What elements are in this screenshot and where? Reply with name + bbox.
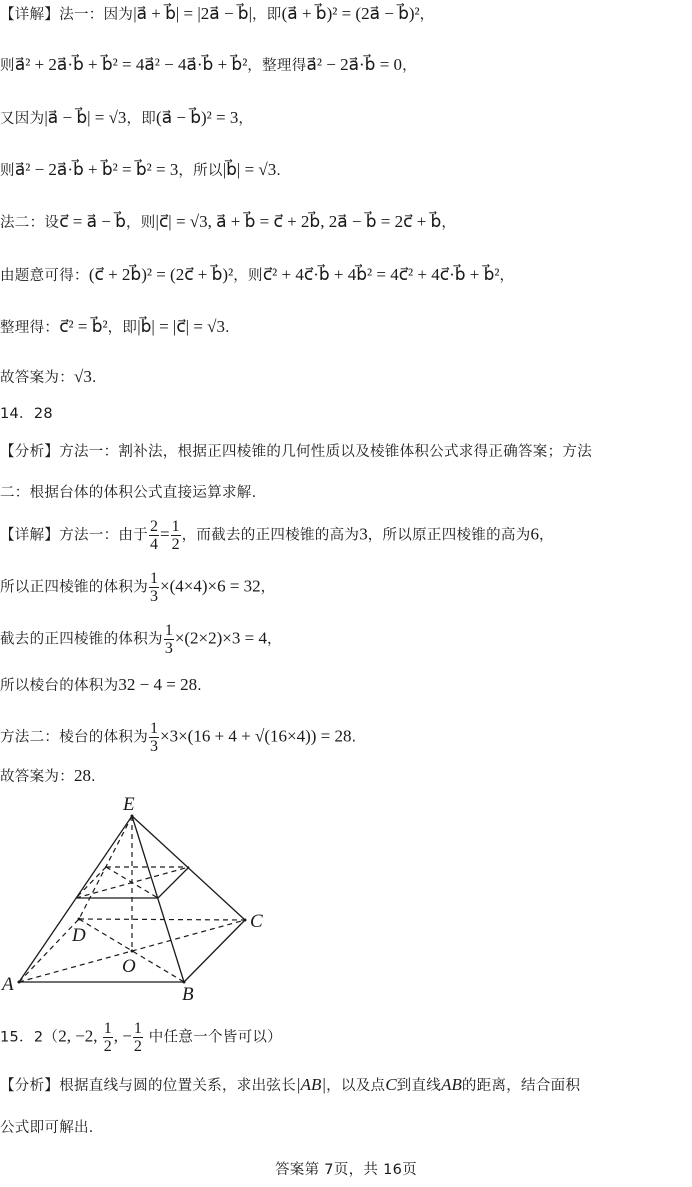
analysis-15-line-1	[0, 1075, 580, 1096]
question-15-header	[0, 1020, 282, 1055]
formula: |b⃗| = √3	[222, 160, 277, 179]
analysis-14-line-2	[0, 482, 257, 503]
text: ，所以原正四棱锥的高为	[367, 527, 531, 544]
fraction	[171, 518, 181, 553]
fraction	[164, 622, 174, 657]
analysis-15-line-2	[0, 1117, 94, 1138]
text: 法二：设	[0, 215, 60, 231]
denominator: 3	[150, 588, 158, 605]
text: 所以棱台的体积为	[0, 678, 119, 694]
denominator: 3	[150, 738, 158, 755]
text: ，	[238, 111, 254, 127]
volume-frustum-line	[0, 675, 202, 696]
frustum-pyramid-diagram	[0, 790, 280, 1010]
text: .	[91, 769, 96, 785]
solution-line-5	[0, 212, 456, 233]
text: 整理得：	[0, 320, 60, 336]
formula: ×3×(16 + 4 + √(16×4)) = 28	[160, 726, 352, 746]
formula: |b⃗| = |c⃗| = √3	[137, 317, 225, 336]
value: 3	[359, 524, 368, 544]
formula: √3	[74, 367, 92, 386]
formula: ×(2×2)×3 = 4	[174, 628, 267, 648]
fraction	[149, 720, 159, 755]
text: ，整理得	[247, 58, 307, 74]
question-14-header	[0, 403, 53, 424]
text: 【详解】法一：因为	[0, 7, 134, 23]
numerator: 2	[150, 518, 158, 535]
label-D: D	[72, 925, 86, 946]
text: ，即	[252, 7, 282, 23]
text: ，以及点	[326, 1078, 386, 1094]
text: ，即	[107, 320, 138, 336]
value: 28	[74, 766, 91, 785]
edge-EA	[19, 816, 132, 982]
answer-line-13	[0, 367, 97, 388]
text: ，则	[125, 215, 156, 231]
text: .	[351, 729, 357, 746]
text: 二：根据台体的体积公式直接运算求解.	[0, 485, 257, 501]
text: 则	[0, 163, 15, 179]
text: 截去的正四棱锥的体积为	[0, 631, 163, 648]
text: 则	[0, 58, 15, 74]
formula: |AB|	[296, 1075, 327, 1094]
text: ，	[260, 579, 276, 596]
text: ，	[419, 7, 435, 23]
edge-EB	[132, 816, 184, 982]
text: 到直线	[396, 1078, 442, 1094]
text: ，所以	[178, 163, 223, 179]
text: .	[91, 370, 97, 386]
formula: 32 − 4 = 28	[118, 675, 198, 694]
solution-line-7	[0, 317, 230, 338]
text: ，	[441, 215, 457, 231]
text: .	[197, 678, 203, 694]
text: ，	[402, 58, 417, 74]
answer-line-14	[0, 766, 96, 787]
text: 方法二：棱台的体积为	[0, 729, 148, 746]
text: ，	[539, 527, 554, 544]
solution-line-6	[0, 265, 514, 286]
solution-line-3	[0, 108, 253, 129]
volume-cut-line	[0, 622, 282, 657]
separator: , −	[113, 1026, 132, 1046]
text: 的距离，结合面积	[461, 1078, 581, 1094]
line-label: AB	[441, 1075, 462, 1094]
formula: a⃗² + 2a⃗·b⃗ + b⃗² = 4a⃗² − 4a⃗·b⃗ + b⃗²	[14, 55, 248, 74]
numerator: 1	[103, 1020, 112, 1037]
method-2-line	[0, 720, 356, 755]
text: ，则	[233, 268, 263, 284]
formula: 2, −2,	[58, 1026, 102, 1046]
question-number: 14．28	[0, 406, 53, 422]
formula: c⃗² + 4c⃗·b⃗ + 4b⃗² = 4c⃗² + 4c⃗·b⃗ + b⃗²	[262, 265, 500, 284]
edge-DC	[79, 919, 245, 920]
label-A: A	[2, 974, 14, 995]
text: 故答案为：	[0, 769, 74, 785]
text: .	[276, 163, 282, 179]
formula: a⃗² − 2a⃗·b⃗ = 0	[306, 55, 403, 74]
text: 【分析】方法一：割补法，根据正四棱锥的几何性质以及棱锥体积公式求得正确答案；方法	[0, 444, 592, 460]
formula: c⃗ = a⃗ − b⃗	[59, 212, 126, 231]
formula: ×(4×4)×6 = 32	[160, 576, 261, 596]
point-label: C	[385, 1075, 397, 1094]
text: 中任意一个皆可以）	[143, 1029, 282, 1046]
analysis-14-line-1	[0, 441, 592, 462]
text: .	[225, 320, 230, 336]
label-O: O	[122, 956, 136, 977]
text: 公式即可解出.	[0, 1120, 94, 1136]
fraction	[133, 1020, 143, 1055]
text: 所以正四棱锥的体积为	[0, 579, 148, 596]
label-C: C	[250, 911, 263, 932]
edge-BC	[184, 920, 245, 982]
formula: (c⃗ + 2b⃗)² = (2c⃗ + b⃗)²	[88, 265, 234, 284]
solution-line-4	[0, 160, 281, 181]
text: ，即	[126, 111, 157, 127]
text: ，	[266, 631, 282, 648]
solution-line-2	[0, 55, 417, 76]
denominator: 2	[171, 536, 180, 553]
label-B: B	[182, 984, 194, 1005]
denominator: 2	[133, 1038, 142, 1055]
formula: (a⃗ + b⃗)² = (2a⃗ − b⃗)²	[281, 4, 420, 23]
equals: =	[160, 524, 170, 544]
text: 由题意可得：	[0, 268, 89, 284]
formula: |a⃗ − b⃗| = √3	[44, 108, 127, 127]
text: ，而截去的正四棱锥的高为	[181, 527, 360, 544]
numerator: 1	[133, 1020, 142, 1037]
edge-AD	[19, 919, 79, 982]
denominator: 3	[164, 640, 173, 657]
formula: |a⃗ + b⃗| = |2a⃗ − b⃗|	[133, 4, 252, 23]
section-left-edge	[76, 867, 106, 898]
question-number: 15．2（	[0, 1029, 59, 1046]
page-footer: 答案第 7页，共 16页	[275, 1162, 417, 1178]
fraction	[149, 570, 159, 605]
text: 【详解】方法一：由于	[0, 527, 148, 544]
denominator: 2	[103, 1038, 112, 1055]
text: 故答案为：	[0, 370, 74, 386]
formula: |c⃗| = √3, a⃗ + b⃗ = c⃗ + 2b⃗, 2a⃗ − b⃗ = 2c⃗ + b⃗	[155, 212, 442, 231]
fraction	[103, 1020, 113, 1055]
label-E: E	[123, 794, 135, 815]
volume-big-line	[0, 570, 275, 605]
text: 又因为	[0, 111, 45, 127]
numerator: 1	[164, 622, 173, 639]
denominator: 4	[150, 536, 158, 553]
text: ，	[499, 268, 515, 284]
value: 6	[530, 524, 540, 544]
numerator: 1	[150, 720, 158, 737]
numerator: 1	[150, 570, 158, 587]
formula: a⃗² − 2a⃗·b⃗ + b⃗² = b⃗² = 3	[14, 160, 179, 179]
numerator: 1	[171, 518, 180, 535]
text: 【分析】根据直线与圆的位置关系，求出弦长	[0, 1078, 296, 1094]
formula: (a⃗ − b⃗)² = 3	[156, 108, 239, 127]
fraction	[149, 518, 159, 553]
detail-14-line-1	[0, 518, 554, 553]
solution-line-1	[0, 4, 434, 25]
formula: c⃗² = b⃗²	[59, 317, 108, 336]
